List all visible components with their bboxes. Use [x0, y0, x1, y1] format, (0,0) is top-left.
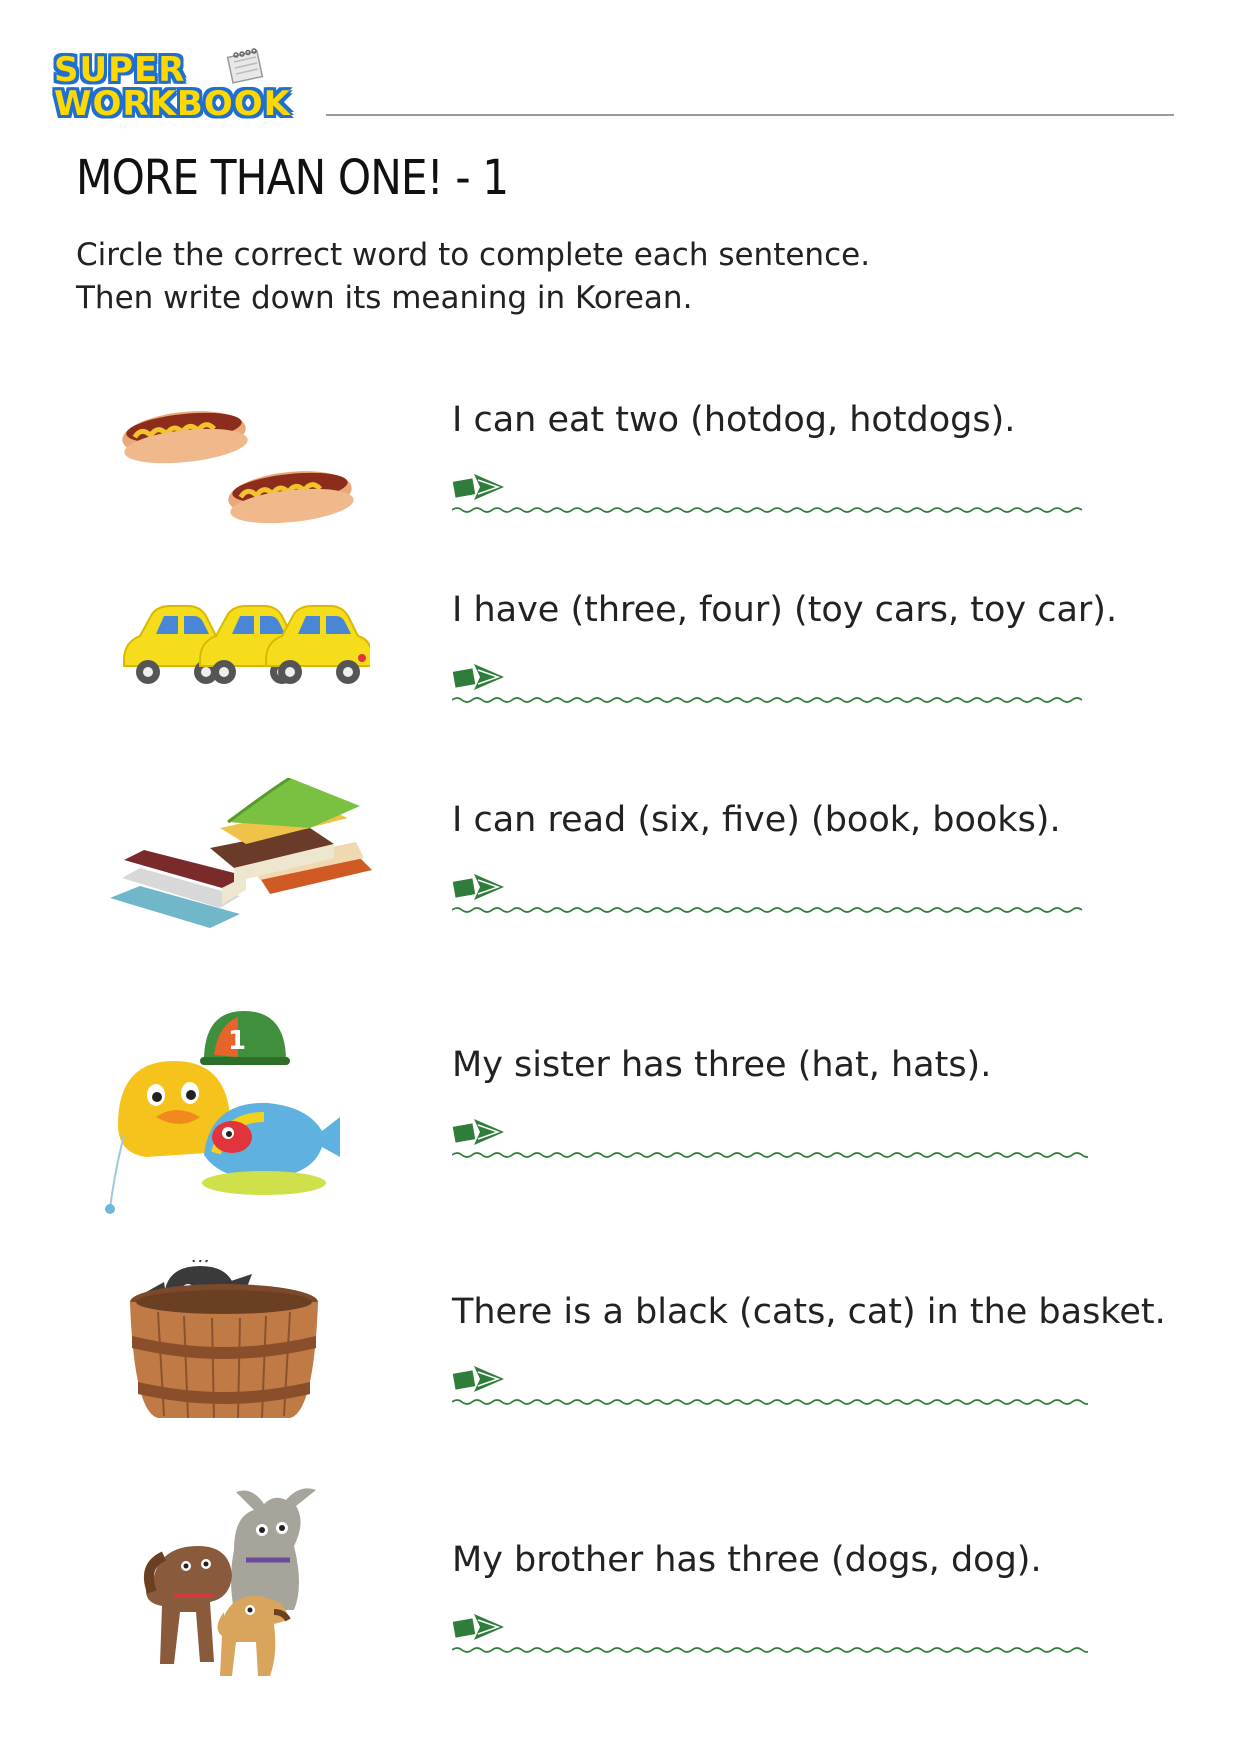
- dogs-icon: [124, 1486, 334, 1696]
- exercise-sentence: I have (three, four) (toy cars, toy car).: [452, 590, 1118, 630]
- pencil-arrow-icon: [452, 1115, 508, 1149]
- exercise-sentence: I can eat two (hotdog, hotdogs).: [452, 400, 1016, 440]
- pencil-arrow-icon: [452, 1610, 508, 1644]
- notepad-icon: [224, 48, 268, 84]
- exercise-sentence: I can read (six, five) (book, books).: [452, 800, 1061, 840]
- pencil-arrow-icon: [452, 660, 508, 694]
- worksheet-title: MORE THAN ONE! - 1: [76, 150, 509, 206]
- pencil-arrow-icon: [452, 870, 508, 904]
- answer-line[interactable]: [452, 695, 1088, 705]
- instructions-line-2: Then write down its meaning in Korean.: [76, 280, 693, 316]
- pencil-arrow-icon: [452, 470, 508, 504]
- answer-line[interactable]: [452, 1150, 1088, 1160]
- exercise-sentence: My sister has three (hat, hats).: [452, 1045, 992, 1085]
- super-workbook-logo: [52, 48, 314, 128]
- pencil-arrow-icon: [452, 1362, 508, 1396]
- cat-in-basket-icon: [124, 1260, 324, 1430]
- toy-cars-icon: [120, 598, 370, 698]
- header-divider: [326, 114, 1174, 116]
- exercise-item: [0, 1272, 1240, 1452]
- exercise-item: [0, 1520, 1240, 1700]
- hotdogs-icon: [112, 392, 382, 532]
- answer-line[interactable]: [452, 1397, 1088, 1407]
- exercise-sentence: There is a black (cats, cat) in the basket.: [452, 1292, 1166, 1332]
- answer-line[interactable]: [452, 905, 1088, 915]
- answer-line[interactable]: [452, 505, 1088, 515]
- svg-text:1: 1: [228, 1026, 247, 1056]
- instructions-line-1: Circle the correct word to complete each sentence.: [76, 237, 871, 273]
- answer-line[interactable]: [452, 1645, 1088, 1655]
- page-header: [0, 0, 1240, 130]
- books-icon: [110, 778, 380, 938]
- instructions: [76, 234, 870, 320]
- exercise-item: [0, 380, 1240, 560]
- logo-line-super: SUPER: [54, 50, 186, 90]
- exercise-item: [0, 1025, 1240, 1205]
- hats-icon: [104, 1005, 354, 1215]
- exercise-item: [0, 570, 1240, 750]
- logo-line-workbook: WORKBOOK: [54, 84, 292, 124]
- exercise-item: [0, 780, 1240, 960]
- exercise-sentence: My brother has three (dogs, dog).: [452, 1540, 1042, 1580]
